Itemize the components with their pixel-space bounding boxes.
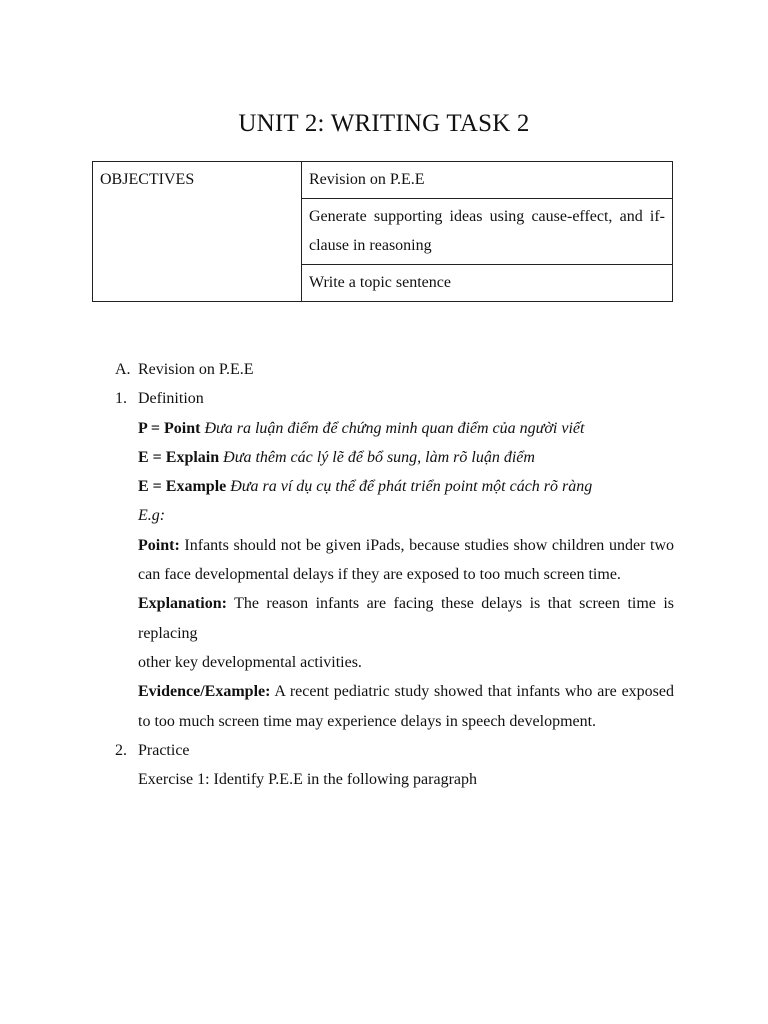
objective-item: Revision on P.E.E: [302, 162, 673, 199]
objectives-table: [92, 161, 673, 302]
section-a-heading: [115, 355, 674, 384]
example-evidence: [115, 677, 674, 736]
example-text: Infants should not be given iPads, because studies show children under two can face developmental delays if they are exposed to too much screen time.: [138, 536, 675, 584]
example-label: Evidence/Example:: [138, 683, 271, 701]
list-marker: 1.: [115, 390, 127, 408]
list-marker: A.: [115, 361, 131, 378]
definition-point: [115, 414, 674, 443]
example-explanation-continued: other key developmental activities.: [138, 653, 362, 671]
item-1-heading: [115, 384, 674, 413]
objective-item: Generate supporting ideas using cause-effect, and if-clause in reasoning: [302, 199, 673, 265]
item-heading: Practice: [138, 741, 190, 759]
example-label: Explanation:: [138, 595, 227, 613]
list-marker: 2.: [115, 741, 127, 759]
definition-meaning: Đưa ra luận điểm để chứng minh quan điểm của người viết: [204, 419, 585, 437]
item-heading: Definition: [138, 390, 204, 408]
exercise-1-heading: Exercise 1: Identify P.E.E in the following paragraph: [138, 771, 478, 789]
table-row: [93, 162, 673, 199]
section-heading: Revision on P.E.E: [138, 361, 254, 378]
example-label: Point:: [138, 536, 180, 554]
definition-meaning: Đưa thêm các lý lẽ để bổ sung, làm rõ luận điểm: [223, 448, 535, 466]
objective-item: Write a topic sentence: [302, 265, 673, 302]
example-explanation: [115, 589, 674, 648]
definition-term: E = Example: [138, 478, 227, 496]
page-title: UNIT 2: WRITING TASK 2: [238, 110, 530, 137]
eg-label: E.g:: [138, 507, 166, 525]
example-text: A recent pediatric study showed that infants who are exposed to too much screen time may experience delays in speech development.: [138, 683, 675, 730]
definition-example: [115, 472, 674, 501]
definition-term: E = Explain: [138, 448, 220, 466]
document-body: [115, 355, 674, 794]
example-text: The reason infants are facing these delays is that screen time is replacing: [138, 595, 674, 642]
example-point: [115, 531, 674, 590]
definition-term: P = Point: [138, 419, 201, 437]
definition-meaning: Đưa ra ví dụ cụ thể để phát triển point một cách rõ ràng: [230, 478, 593, 496]
item-2-heading: [115, 736, 674, 765]
objectives-label: OBJECTIVES: [93, 162, 302, 302]
definition-explain: [115, 443, 674, 472]
